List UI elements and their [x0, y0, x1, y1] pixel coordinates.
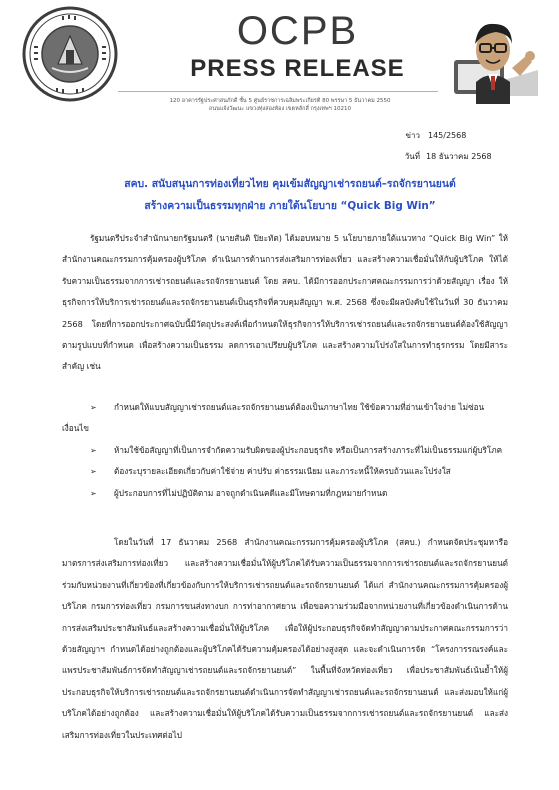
body-paragraph-1: รัฐมนตรีประจำสำนักนายกรัฐมนตรี (นายสันติ ปิยะทัต) ได้มอบหมาย 5 นโยบายภายใต้แนวทาง “Quick Big Win” ให้ สำนักงานคณะกรรมการคุ้มครองผู้บริโภค ดำเนินการด้านการส่งเสริมการท่องเที่ยว และสร้างความเชื่อมั่นให้กับผู้บริโภค ให้ได้รับความเป็นธรรมจากการเช่ารถยนต์และรถจักรยานยนต์ โดย สคบ. ได้มีการออกประกาศคณะกรรมการว่าด้วยสัญญา เรื่อง ให้ธุรกิจการให้บริการเช่ารถยนต์และรถจักรยานยนต์เป็นธุรกิจที่ควบคุมสัญญา พ.ศ. 2568 ซึ่งจะมีผลบังคับใช้ในวันที่ 30 ธันวาคม 2568 โดยที่การออกประกาศฉบับนี้มีวัตถุประสงค์เพื่อกำหนดให้ธุรกิจการให้บริการเช่ารถยนต์และรถจักรยานยนต์ต้องใช้สัญญาตามรูปแบบที่กำหนด เพื่อสร้างความเป็นธรรม ลดการเอาเปรียบผู้บริโภค และสร้างความโปร่งใสในการทำธุรกรรม โดยมีสาระสำคัญ เช่น	[62, 233, 508, 372]
mascot-illustration-icon	[440, 4, 544, 104]
header-title-block	[150, 10, 445, 82]
bullet-list	[62, 397, 508, 504]
press-release-title: PRESS RELEASE	[190, 55, 405, 82]
list-item	[62, 440, 508, 461]
header-divider	[118, 91, 438, 92]
arrow-bullet-icon: ➢	[90, 445, 97, 455]
logo-text: OCPB	[236, 9, 359, 53]
headline	[40, 173, 540, 217]
address-block	[130, 97, 430, 113]
bullet-text: ต้องระบุรายละเอียดเกี่ยวกับค่าใช้จ่าย ค่าปรับ ค่าธรรมเนียม และภาระหนี้ให้ครบถ้วนและโปร่งใส	[114, 466, 451, 477]
ocpb-seal-icon	[22, 6, 118, 102]
headline-line-2: สร้างความเป็นธรรมทุกฝ่าย ภายใต้นโยบาย “Quick Big Win”	[144, 200, 436, 212]
bullet-text: กำหนดให้แบบสัญญาเช่ารถยนต์และรถจักรยานยนต์ต้องเป็นภาษาไทย ใช้ข้อความที่อ่านเข้าใจง่าย ไม่ซ่อนเงื่อนไข	[62, 402, 485, 434]
news-meta	[396, 125, 492, 167]
headline-line-1: สคบ. สนับสนุนการท่องเที่ยวไทย คุมเข้มสัญญาเช่ารถยนต์–รถจักรยานยนต์	[124, 178, 456, 190]
date-row	[396, 146, 492, 167]
bullet-text: ผู้ประกอบการที่ไม่ปฏิบัติตาม อาจถูกดำเนินคดีและมีโทษตามที่กฎหมายกำหนด	[114, 487, 388, 498]
news-number-row	[396, 125, 492, 146]
list-item	[62, 461, 508, 482]
news-number: 145/2568	[428, 131, 467, 140]
address-line-1: 120 อาคารรัฐประศาสนภักดี ชั้น 5 ศูนย์ราชการเฉลิมพระเกียรติ 80 พรรษา 5 ธันวาคม 2550	[169, 98, 391, 104]
arrow-bullet-icon: ➢	[90, 488, 97, 498]
address-line-2: ถนนแจ้งวัฒนะ แขวงทุ่งสองห้อง เขตหลักสี่ กรุงเทพฯ 10210	[209, 106, 351, 112]
arrow-bullet-icon: ➢	[90, 467, 97, 477]
date-value: 18 ธันวาคม 2568	[426, 152, 492, 161]
date-label: วันที่	[404, 152, 420, 161]
body-paragraph-2: โดยในวันที่ 17 ธันวาคม 2568 สำนักงานคณะกรรมการคุ้มครองผู้บริโภค (สคบ.) กำหนดจัดประชุมหารือมาตรการส่งเสริมการท่องเที่ยว และสร้างความเชื่อมั่นให้ผู้บริโภคได้รับความเป็นธรรมจากการเช่ารถยนต์และรถจักรยานยนต์ ร่วมกับหน่วยงานที่เกี่ยวข้องที่เกี่ยวข้องกับการให้บริการเช่ารถยนต์และรถจักรยานยนต์ ได้แก่ สำนักงานคณะกรรมการคุ้มครองผู้บริโภค กรมการท่องเที่ยว กรมการขนส่งทางบก การท่าอากาศยาน เพื่อขอความร่วมมือจากหน่วยงานที่เกี่ยวข้องดำเนินการด้านการส่งเสริมประชาสัมพันธ์และสร้างความเชื่อมั่นให้ผู้บริโภค เพื่อให้ผู้ประกอบธุรกิจจัดทำสัญญาตามประกาศคณะกรรมการว่าด้วยสัญญาฯ กำหนดได้อย่างถูกต้องและผู้บริโภคได้รับความคุ้มครองได้อย่างสูงสุด และจะดำเนินการจัด “โครงการรณรงค์และแพรประชาสัมพันธ์การจัดทำสัญญาเช่ารถยนต์และรถจักรยานยนต์” ในพื้นที่จังหวัดท่องเที่ยว เพื่อประชาสัมพันธ์เน้นย้ำให้ผู้ประกอบธุรกิจให้บริการเช่ารถยนต์และรถจักรยานยนต์ดำเนินการจัดทำสัญญาเช่ารถยนต์และรถจักรยานยนต์ และส่งมอบให้แก่ผู้บริโภคได้อย่างถูกต้อง และสร้างความเชื่อมั่นให้ผู้บริโภคได้รับความเป็นธรรมจากการเช่ารถยนต์และรถจักรยานยนต์ และส่งเสริมการท่องเที่ยวในประเทศต่อไป	[62, 537, 508, 740]
list-item	[62, 483, 508, 504]
news-label: ข่าว	[405, 131, 420, 140]
arrow-bullet-icon: ➢	[90, 403, 97, 412]
bullet-text: ห้ามใช้ข้อสัญญาที่เป็นการจำกัดความรับผิดของผู้ประกอบธุรกิจ หรือเป็นการสร้างภาระที่ไม่เป็นธรรมแก่ผู้บริโภค	[114, 444, 503, 455]
list-item	[62, 397, 508, 440]
